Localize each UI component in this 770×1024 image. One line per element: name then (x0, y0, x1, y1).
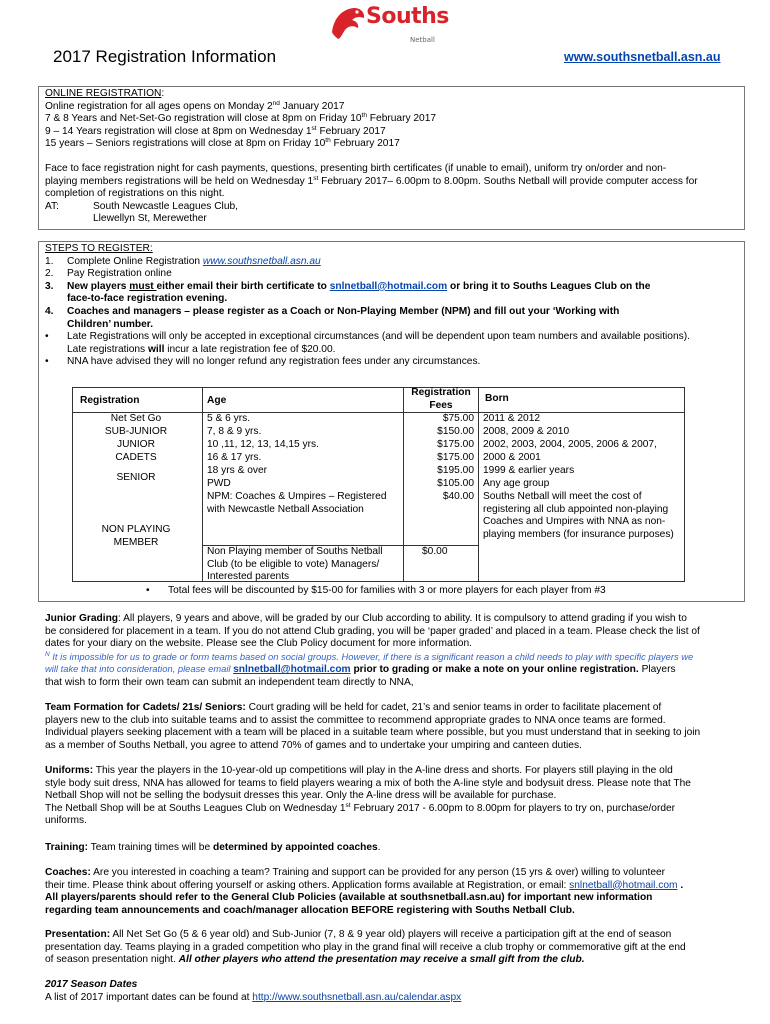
online-line-3: 9 – 14 Years registration will close at 8pm on Wednesday 1st February 2017 (45, 124, 386, 137)
step-3-cont: face-to-face registration evening. (67, 293, 228, 305)
born-senior: 1999 & earlier years (483, 465, 575, 476)
website-link[interactable]: www.southsnetball.asn.au (564, 50, 721, 64)
fee-senior: $195.00 (437, 465, 474, 476)
fee-cadets: $175.00 (437, 452, 474, 463)
fee-pwd: $105.00 (437, 478, 474, 489)
calendar-link[interactable]: http://www.southsnetball.asn.au/calendar.aspx (252, 991, 462, 1003)
step-1: 1. Complete Online Registration www.southsnetball.asn.au (45, 255, 321, 267)
discount-note: • Total fees will be discounted by $15-00 for families with 3 or more players for each player from #3 (146, 585, 606, 596)
page-title: 2017 Registration Information (53, 47, 277, 66)
email-link-steps[interactable]: snlnetball@hotmail.com (329, 280, 448, 292)
team-formation-title: Team Formation for Cadets/ 21s/ Seniors: (45, 702, 246, 713)
online-line-4: 15 years – Seniors registrations will close at 8pm on Friday 10th February 2017 (45, 137, 400, 150)
fee-npm-coaches: $40.00 (442, 491, 474, 502)
face-to-face-line-2: playing members registrations will be held on Wednesday 1st February 2017– 6.00pm to 8.00pm. Souths Netball will provide computer access for (45, 174, 698, 187)
season-dates-section: 2017 Season Dates A list of 2017 important dates can be found at http://www.southsnetball.asn.au/calendar.aspx (45, 979, 462, 1003)
reg-cadets: CADETS (115, 452, 157, 463)
face-to-face-line-1: Face to face registration night for cash payments, questions, presenting birth certificates (if unable to email), uniform try on/order and non- (45, 162, 667, 174)
grading-note-2: will take that into consideration, please email snlnetball@hotmail.com prior to grading or make a note on your online registration. Players (45, 663, 676, 676)
fee-npm-members: $0.00 (422, 546, 448, 557)
uniforms-section: Uniforms: This year the players in the 10-year-old up competitions will play in the A-line dress and shorts. For players still playing in the old style body suit dress, NNA has allowed for teams to field players wearing a mix of both the A-line style and bodysuit dress. Please note that The Netball Shop will not be selling the bodysuit dresses this year. Only the A-line dress will be available for purchase. The Netball Shop will be at Souths Leagues Club on Wednesday 1st February 2017 - 6.00pm to 8.00pm for players to try on, purchase/order uniforms. (45, 765, 691, 827)
born-subjunior: 2008, 2009 & 2010 (483, 426, 570, 437)
bullet-late-1: • Late Registrations will only be accepted in exceptional circumstances (and will be dependent upon team numbers and available positions). (45, 331, 690, 343)
presentation-l2: presentation day. Teams playing in a graded competition who play in the grand final will receive a club trophy or commemorative gift at the end (45, 941, 686, 953)
th-born: Born (485, 393, 509, 404)
reg-junior: JUNIOR (117, 439, 155, 450)
online-registration-section (45, 88, 698, 226)
venue-line-1: AT: South Newcastle Leagues Club, (45, 200, 238, 212)
fees-table (72, 387, 692, 583)
age-npm-coaches: NPM: Coaches & Umpires – Registered with Newcastle Netball Association (207, 491, 387, 515)
born-junior: 2002, 2003, 2004, 2005, 2006 & 2007, (483, 439, 657, 450)
online-heading: ONLINE REGISTRATION (45, 88, 162, 99)
junior-grading-title: Junior Grading (45, 613, 119, 624)
venue-line-2: Llewellyn St, Merewether (93, 213, 207, 225)
grading-note-3: that wish to form their own team can submit an independent team directly to NNA, (45, 676, 414, 688)
step-4: 4. Coaches and managers – please register as a Coach or Non-Playing Member (NPM) and fill out your ‘Working with (45, 305, 620, 317)
fee-subjunior: $150.00 (437, 426, 474, 437)
presentation-title: Presentation: (45, 929, 111, 940)
reg-netsetgo: Net Set Go (110, 413, 162, 424)
junior-grading-section: Junior Grading: All players, 9 years and above, will be graded by our Club according to ability. It is compulsory to attend grading if you wish to be considered for placement in a team. If you do not attend Club grading, you will be ‘paper graded’ and placed in a team. Please check the list of dates for your diary on the website. Please see the Club Policy document for more information. $^N$ It is impossible for us to grade or form teams based on social groups. However, if there is a significant reason a child needs to play with specific players we will take that into consideration, please email snlnetball@hotmail.com prior to grading or make a note on your online registration. Players that wish to form their own team can submit an independent team directly to NNA, (45, 613, 700, 688)
team-formation-l2: players new to the club into suitable teams and to assist the committee to recommend appropriate grades to NNA once teams are formed. (45, 714, 666, 726)
training-section: Training: Team training times will be determined by appointed coaches. (45, 842, 381, 853)
born-npm-coaches: Souths Netball will meet the cost of registering all club appointed non-playing Coaches and Umpires with NNA as non- playing members (for insurance purposes) (483, 491, 674, 540)
steps-heading: STEPS TO REGISTER: (45, 243, 153, 254)
junior-grading-l3: dates for your diary on the website. Please see the Club Policy document for more information. (45, 638, 472, 650)
grading-note-1: $^N$ It is impossible for us to grade or form teams based on social groups. However, if there is a significant reason a child needs to play with specific players we (45, 650, 694, 662)
uniforms-title: Uniforms: (45, 765, 94, 776)
face-to-face-line-3: completion of registrations on this night. (45, 188, 225, 200)
fee-junior: $175.00 (437, 439, 474, 450)
season-title: 2017 Season Dates (45, 979, 138, 990)
age-subjunior: 7, 8 & 9 yrs. (207, 426, 262, 437)
online-line-1: Online registration for all ages opens on Monday 2nd January 2017 (45, 99, 345, 112)
training-title: Training: (45, 842, 89, 853)
team-formation-section: Team Formation for Cadets/ 21s/ Seniors: Court grading will be held for cadet, 21’s and senior teams in order to facilitate placement of players new to the club into suitable teams and to assist the committee to recommend appropriate grades to NNA once teams are formed. Individual players seeking placement with a team will be placed in a suitable team where possible, but you must understand that in seeking to join as a member of Souths Netball, you agree to attend 70% of games and to undertake your umpiring and canteen duties. (45, 702, 701, 751)
age-netsetgo: 5 & 6 yrs. (207, 413, 251, 424)
th-registration: Registration (80, 395, 140, 406)
junior-grading-l2: be considered for placement in a team. If you do not attend Club grading, you will be ‘paper graded’ and placed in a team. Please check the list of (45, 625, 700, 637)
club-logo (328, 4, 448, 44)
coaches-l3: All players/parents should refer to the General Club Policies (available at southsnetball.asn.au) for important new information (45, 892, 653, 904)
born-netsetgo: 2011 & 2012 (483, 413, 541, 424)
registration-link[interactable]: www.southsnetball.asn.au (202, 255, 321, 267)
th-fees: Registration Fees (411, 387, 471, 411)
uniforms-l5: uniforms. (45, 815, 87, 827)
team-formation-l3: Individual players seeking placement with a team will be placed in a suitable team where possible, but you must understand that in seeking to join (45, 727, 701, 739)
step-4-cont: Children’ number. (67, 318, 154, 330)
bullet-refund: • NNA have advised they will no longer refund any registration fees under any circumstances. (45, 356, 481, 368)
online-line-2: 7 & 8 Years and Net-Set-Go registration will close at 8pm on Friday 10th February 2017 (45, 112, 437, 125)
age-pwd: PWD (207, 478, 231, 489)
age-junior: 10 ,11, 12, 13, 14,15 yrs. (207, 439, 319, 450)
steps-section (45, 243, 690, 369)
presentation-section: Presentation: All Net Set Go (5 & 6 year old) and Sub-Junior (7, 8 & 9 year old) players will receive a participation gift at the end of season presentation day. Teams playing in a graded competition who play in the grand final will receive a club trophy or commemorative gift at the end of season presentation night. All other players who attend the presentation may receive a small gift from the club. (45, 929, 686, 966)
born-pwd: Any age group (483, 478, 550, 489)
step-2: 2. Pay Registration online (45, 268, 172, 280)
panther-logo-icon (328, 4, 368, 42)
coaches-section: Coaches: Are you interested in coaching a team? Training and support can be provided for any person (15 yrs & over) willing to volunteer their time. Please think about offering yourself or asking others. Application forms available at Registration, or email: snlnetball@hotmail.com . All players/parents should refer to the General Club Policies (available at southsnetball.asn.au) for important new information regarding team announcements and coach/manager allocation BEFORE registering with Souths Netball Club. (45, 867, 684, 916)
fee-netsetgo: $75.00 (442, 413, 474, 424)
age-cadets: 16 & 17 yrs. (207, 452, 262, 463)
reg-subjunior: SUB-JUNIOR (104, 426, 168, 437)
bullet-late-2: Late registrations will incur a late registration fee of $20.00. (67, 343, 336, 355)
heading-colon: : (161, 88, 165, 99)
coaches-l4: regarding team announcements and coach/manager allocation BEFORE registering with Souths Netball Club. (45, 904, 575, 916)
th-age: Age (207, 395, 227, 406)
email-link-coaches[interactable]: snlnetball@hotmail.com (569, 879, 678, 891)
uniforms-l2: style body suit dress, NNA has allowed for teams to field players wearing a mix of both the A-line style and bodysuit dress. Please note that The (45, 777, 691, 789)
logo-text: Souths (366, 4, 449, 29)
age-senior: 18 yrs & over (207, 465, 268, 476)
born-cadets: 2000 & 2001 (483, 452, 541, 463)
coaches-title: Coaches: (45, 867, 91, 878)
uniforms-l3: Netball Shop will not be selling the bodysuit dresses this year. Only the A-line dress will be available for purchase. (45, 790, 557, 802)
reg-non-playing: NON PLAYING MEMBER (101, 524, 171, 548)
age-npm-members: Non Playing member of Souths Netball Club (to be eligible to vote) Managers/ Interested parents (207, 546, 383, 583)
logo-subtext: Netball (410, 36, 435, 44)
email-link-grading[interactable]: snlnetball@hotmail.com (233, 664, 351, 676)
team-formation-l4: as a member of Souths Netball, you agree to attend 70% of games and to undertake your umpiring and canteen duties. (45, 739, 582, 751)
step-3: 3. New players must either email their birth certificate to snlnetball@hotmail.com or bring it to Souths Leagues Club on the (45, 280, 651, 292)
reg-senior: SENIOR (116, 472, 156, 483)
uniforms-l4: The Netball Shop will be at Souths Leagues Club on Wednesday 1st February 2017 - 6.00pm to 8.00pm for players to try on, purchase/order (45, 801, 676, 814)
